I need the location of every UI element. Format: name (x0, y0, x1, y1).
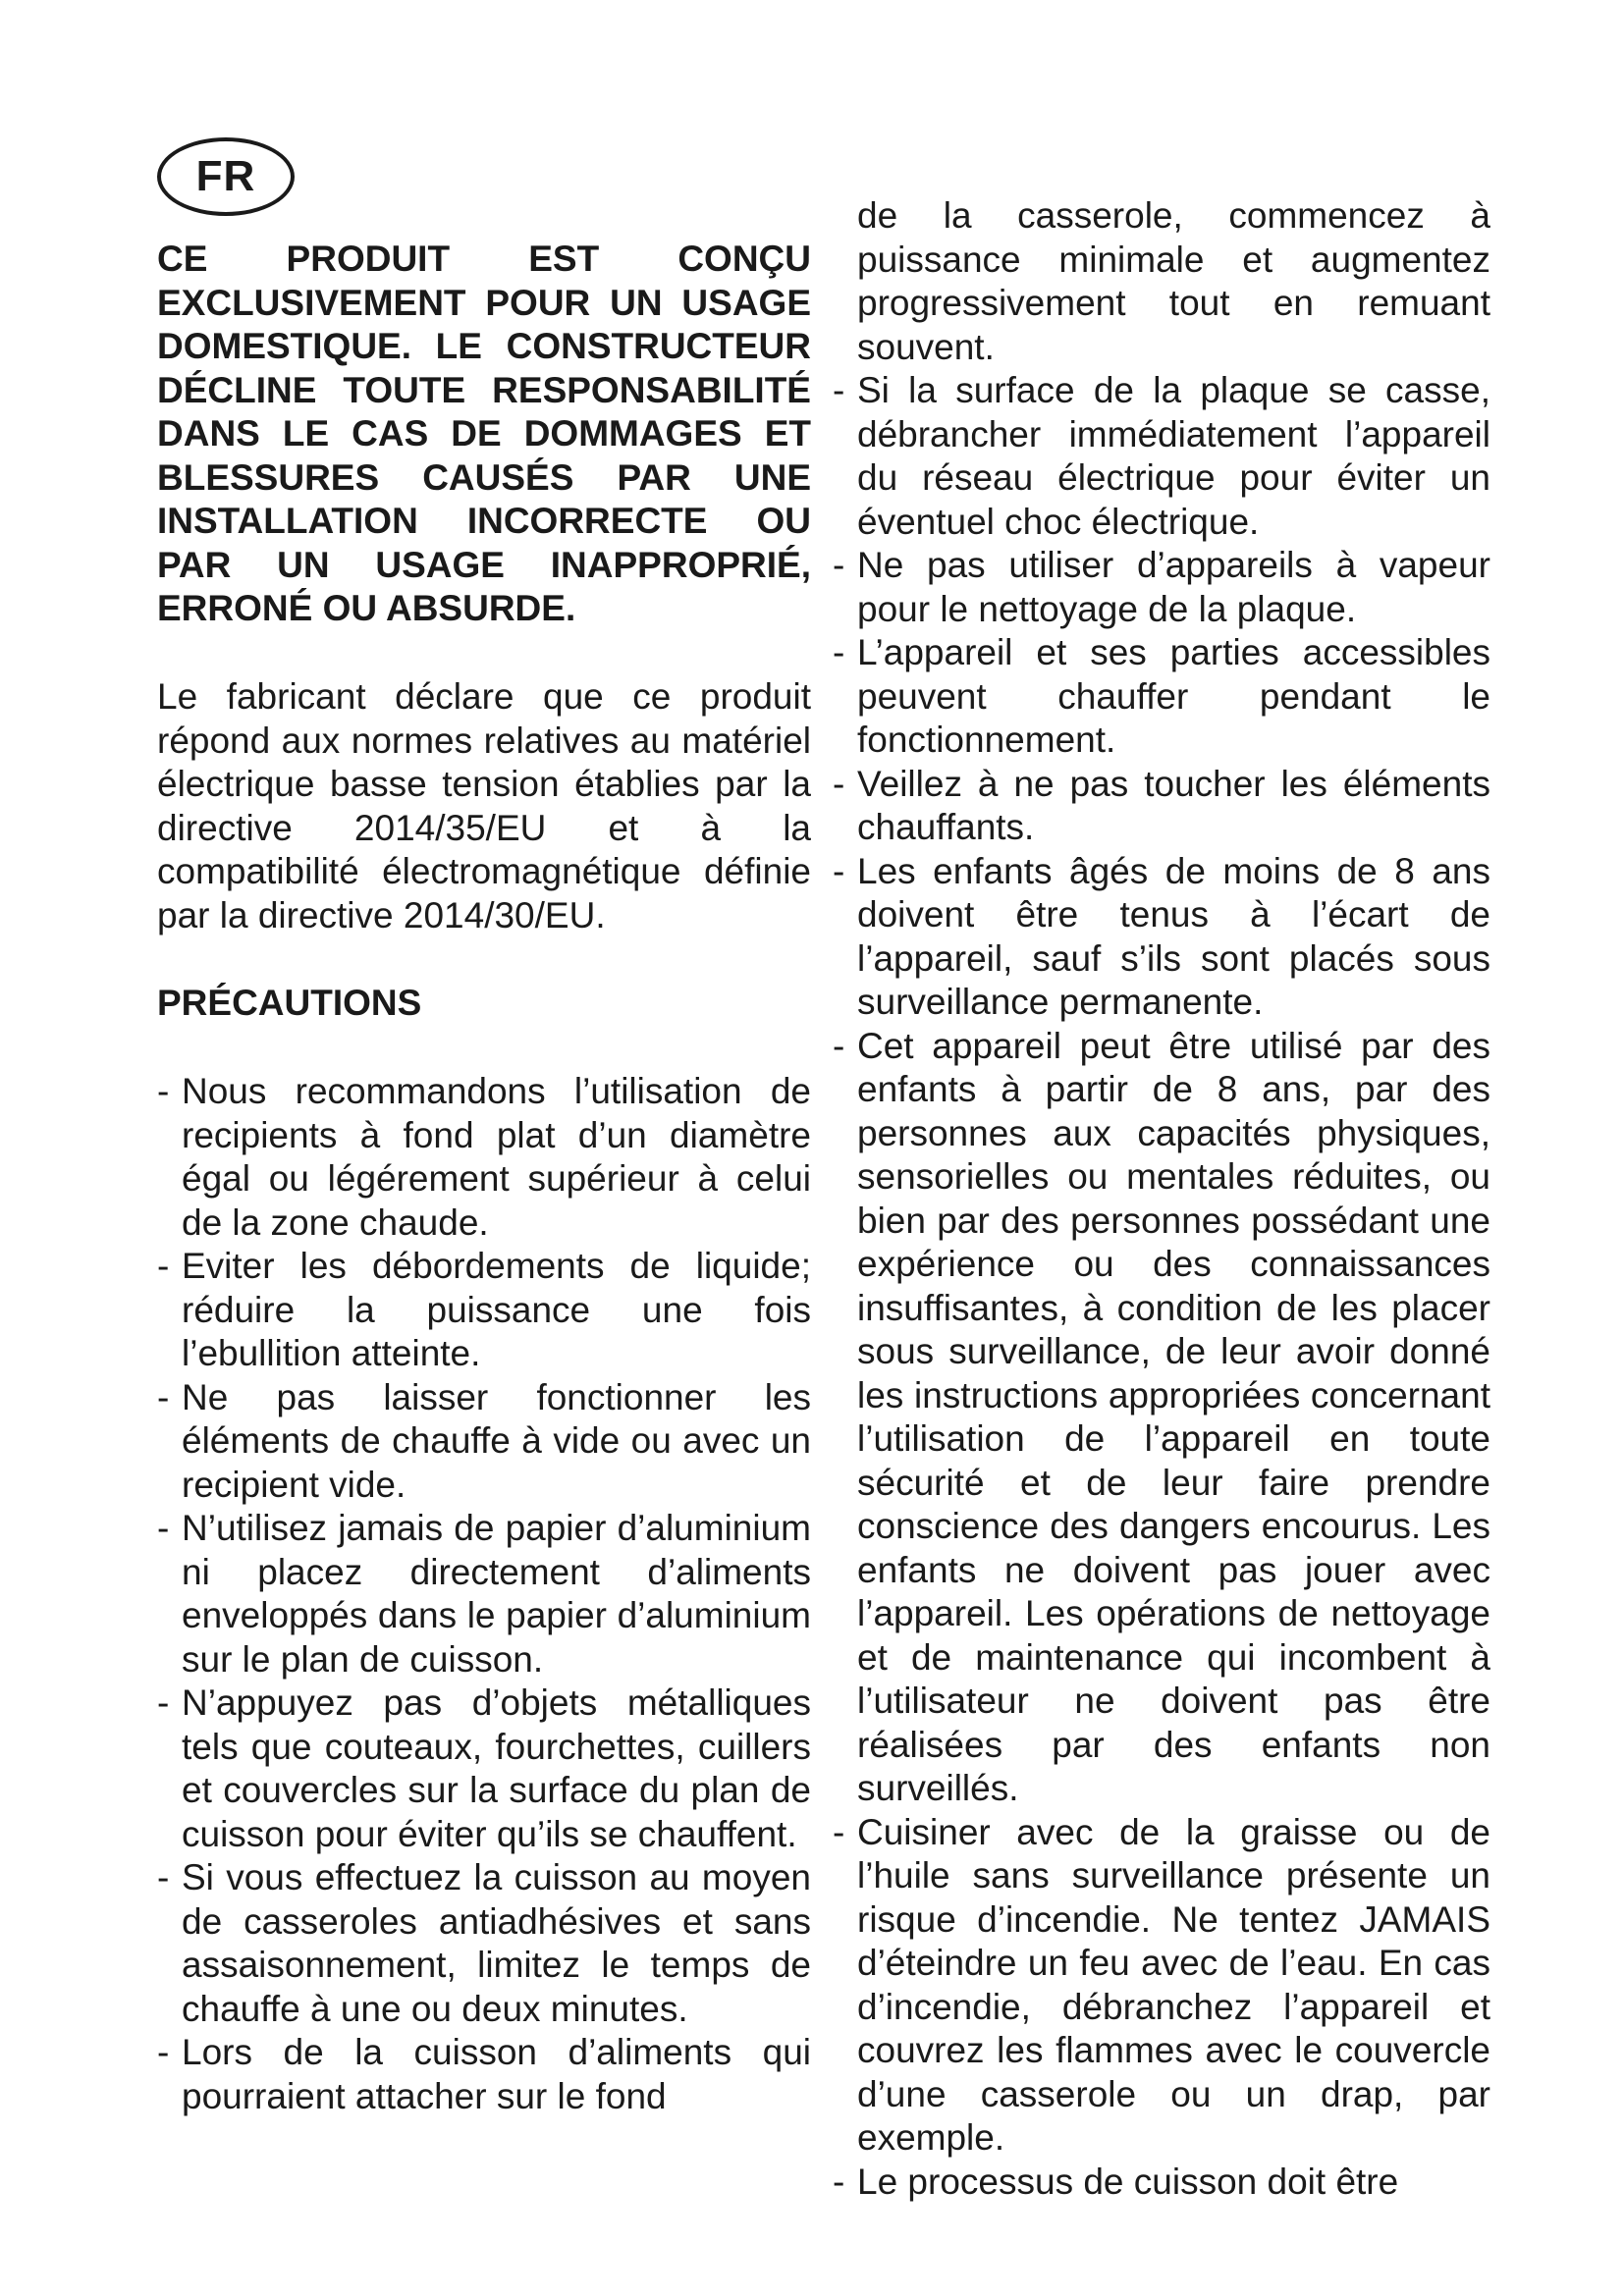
list-dash: - (833, 545, 845, 585)
list-item: - Nous recommandons l’utilisation de recipients à fond plat d’un diamètre égal ou légérement supérieur à celui de la zone chaude. (157, 1071, 811, 1243)
precautions-list-right (833, 194, 1490, 2204)
list-dash: - (833, 1811, 845, 1852)
list-item: - Ne pas laisser fonctionner les éléments de chauffe à vide ou avec un recipient vide. (157, 1376, 811, 1505)
list-item: - Ne pas utiliser d’appareils à vapeur pour le nettoyage de la plaque. (833, 545, 1490, 629)
list-item-continuation: de la casserole, commencez à puissance minimale et augmentez progressivement tout en remuant souvent. (857, 195, 1490, 367)
list-dash: - (157, 1857, 170, 1897)
list-item: - Cuisiner avec de la graisse ou de l’huile sans surveillance présente un risque d’incendie. Ne tentez JAMAIS d’éteindre un feu avec de l’eau. En cas d’incendie, débranchez l’appareil et couvrez les flammes avec le couvercle d’une casserole ou un drap, par exemple. (833, 1811, 1490, 2158)
list-item: - Le processus de cuisson doit être (833, 2161, 1490, 2205)
list-item: - N’appuyez pas d’objets métalliques tels que couteaux, fourchettes, cuillers et couvercles sur la surface du plan de cuisson pour éviter qu’ils se chauffent. (157, 1682, 811, 1854)
list-dash: - (833, 1025, 845, 1066)
list-dash: - (157, 1246, 170, 1286)
list-dash: - (157, 2032, 170, 2072)
list-item: - Eviter les débordements de liquide; réduire la puissance une fois l’ebullition atteinte. (157, 1246, 811, 1373)
list-item: - N’utilisez jamais de papier d’aluminium ni placez directement d’aliments enveloppés dans le papier d’aluminium sur le plan de cuisson. (157, 1508, 811, 1680)
list-item: - Lors de la cuisson d’aliments qui pourraient attacher sur le fond (157, 2032, 811, 2116)
list-item: - Veillez à ne pas toucher les éléments chauffants. (833, 763, 1490, 847)
list-dash: - (833, 850, 845, 891)
precautions-heading: PRÉCAUTIONS (157, 983, 422, 1023)
precautions-list-left (157, 1070, 811, 2118)
list-dash: - (833, 2161, 845, 2202)
list-item: - Si la surface de la plaque se casse, débrancher immédiatement l’appareil du réseau électrique pour éviter un éventuel choc électrique. (833, 370, 1490, 542)
list-dash: - (833, 763, 845, 804)
language-badge-fr: FR (157, 137, 295, 216)
list-dash: - (833, 370, 845, 410)
disclaimer-bold-paragraph: CE PRODUIT EST CONÇU EXCLUSIVEMENT POUR UN USAGE DOMESTIQUE. LE CONSTRUCTEUR DÉCLINE TOUTE RESPONSABILITÉ DANS LE CAS DE DOMMAGES ET BLESSURES CAUSÉS PAR UNE INSTALLATION INCORRECTE OU PAR UN USAGE INAPPROPRIÉ, ERRONÉ OU ABSURDE. (157, 239, 811, 628)
list-dash: - (157, 1376, 170, 1417)
list-item: - Cet appareil peut être utilisé par des enfants à partir de 8 ans, par des personnes aux capacités physiques, sensorielles ou mentales réduites, ou bien par des personnes possédant une expérience ou des connaissances insuffisantes, à condition de les placer sous surveillance, de leur avoir donné les instructions appropriées concernant l’utilisation de l’appareil en toute sécurité et de leur faire prendre conscience des dangers encourus. Les enfants ne doivent pas jouer avec l’appareil. Les opérations de nettoyage et de maintenance qui incombent à l’utilisateur ne doivent pas être réalisées par des enfants non surveillés. (833, 1025, 1490, 1808)
list-item: - Les enfants âgés de moins de 8 ans doivent être tenus à l’écart de l’appareil, sauf s’ils sont placés sous surveillance permanente. (833, 850, 1490, 1022)
list-dash: - (157, 1071, 170, 1111)
list-dash: - (157, 1508, 170, 1548)
list-item: - Si vous effectuez la cuisson au moyen de casseroles antiadhésives et sans assaisonnement, limitez le temps de chauffe à une ou deux minutes. (157, 1857, 811, 2029)
list-item: - L’appareil et ses parties accessibles peuvent chauffer pendant le fonctionnement. (833, 632, 1490, 760)
list-dash: - (833, 632, 845, 672)
declaration-paragraph: Le fabricant déclare que ce produit répond aux normes relatives au matériel électrique basse tension établies par la directive 2014/35/EU et à la compatibilité électromagnétique définie par la directive 2014/30/EU. (157, 676, 811, 935)
list-dash: - (157, 1682, 170, 1723)
